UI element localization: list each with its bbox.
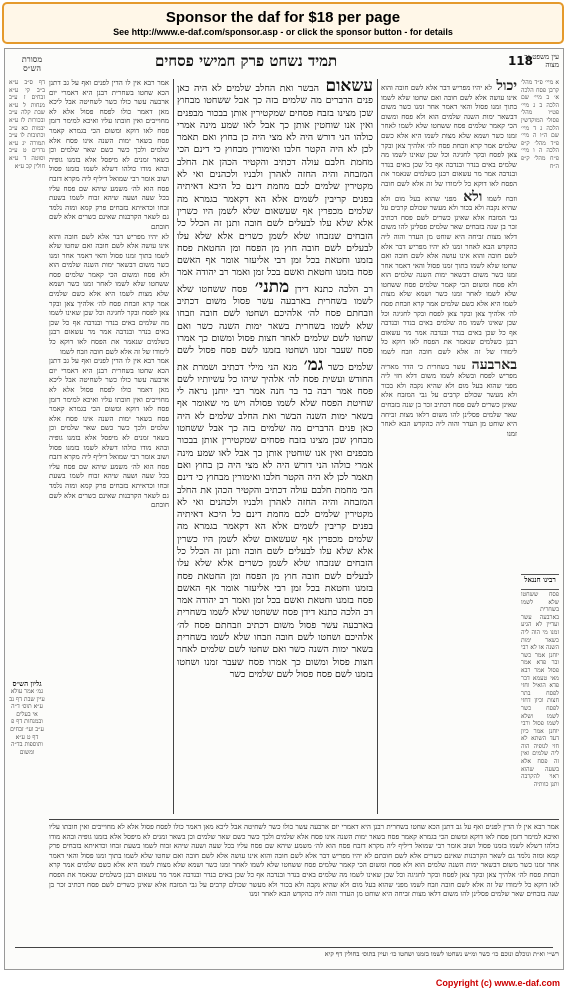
rabbeinu-chananel-column: [521, 591, 559, 816]
masoret-hashas-text: דף ס״ב ע״א ב״ב קי ע״א זבחים ז ע״ב מנחות ל ע״א שבת קלה ע״ב ובכורות לז ע״א יבמות כא ע״ב וכתובות לו ע״ב תמורה יג ע״א נדרים ט ע״ב וסוטה ד ע״א חולין קכ ע״א: [9, 79, 45, 170]
gilyon-text: גמ׳ אמר עולא עיין שבת דף נב ע״א תוס׳ ד״ה אי בעלים ובמנחות דף פ ע״ב ועי׳ זבחים דף ט ע״א ותוספות בד״ה ומשום: [9, 688, 45, 756]
bottom-rashi-text: לא יהיו מפריש דבר אלא לשם חובה והוא אינו עושה אלא לשם חובה ואם שחטו שלא לשמו בתוך זמנו פסול והאי דאמר אחר זמנו כשר משום דבשאר ימות השנה שלמים הוא ולא פסח ומשום הכי קאמר שלמים פסח ששחטו שלא לשמו לאחר זמנו כשר ושמא שלא מצות לשמו היא אלא כשם שלמים אמר קרא וזבחת פסח לה׳ אלהיך צאן ובקר צאן לפסח ובקר לחגיגה וכל שכן שאינו לשמו מה שלמים באים בנדר ובנדבה אף כל שכן באים בנדר ובנדבה אמר מר עשאום רבנן כשלמים שנאמר את הפסח לאו דוקא כל לימודו של זה אלא לשם חובה וזבח לשמו: [49, 851, 559, 889]
margin-right-column: [521, 79, 559, 569]
mishna-marker: מתני׳: [254, 276, 290, 297]
rashi-third-opening: בארבעה: [471, 356, 517, 373]
rabbeinu-chananel-heading: רבינו חננאל: [521, 574, 559, 590]
page-number: 118: [507, 54, 533, 68]
rashi-text: לא יהיו מפריש דבר אלא לשם חובה והוא אינו עושה אלא לשם חובה ואם שחטו שלא לשמו בתוך זמנו פסול והאי דאמר אחר זמנו כשר משום דבשאר ימות השנה שלמים הוא ולא פסח ומשום הכי קאמר שלמים פסח ששחטו שלא לשמו לאחר זמנו כשר ושמא שלא מצות לשמו היא אלא כשם שלמים אמר קרא וזבחת פסח לה׳ אלהיך צאן ובקר צאן לפסח ובקר לחגיגה וכל שכן שאינו לשמו מה שלמים באים בנדר ובנדבה אף כל שכן באים בנדר ובנדבה אמר מר עשאום רבנן כשלמים שנאמר את הפסח לאו דוקא כל לימודו של זה אלא לשם חובה וזבח לשמו: [381, 84, 517, 203]
column-divider-right: [377, 79, 378, 814]
gemara-text: הבשר ואת החלב שלמים לא היה כאן פנים הדברים מה שלמים בזה כך אבל ששחטו מבחוץ שכן מצינו בזבח פסחים שמקטירין אותן בבכור מבפנים ואין אנו שוחטין אותן כך אבל לאו שמע מינה אמרי כולהו הני דורש היה לא מצי היה כן בחוץ ואם תאמר לכן לא היה הקטר חלבו ואימורין מבחוץ כי דינם הכי מחמת חלבם עולה דכתיב והקטיר הכהן את החלב המזבחה והיה החזה לאהרן ולבניו ולכהנים ואי לא מקטירין שלמים לכם מחמת דינם כל היכא דאיתיה בפנים קריבין לשמים אלא הא דקאמר בגמרא מה שלמים מכפרין אף שעשאום שלא לשמן היו כשרין אלא שלא עלו לבעלים לשם חובה ותנן זה הכלל כל הזבחים שנזבחו שלא לשמן כשרים אלא שלא עלו לבעלים לשם חובה חוץ מן הפסח ומן החטאת פסח בזמנו וחטאת בכל זמן רבי אליעזר אומר אף האשם פסח בזמנו וחטאת ואשם בכל זמן ואמר רב יהודה אמר רב הלכה כתנא דידן: [177, 83, 373, 295]
bottom-rashi-second: מפני שהוא בעל מום ולא שהיא נקבה ולא בכור ולא מעשר שכולם קרבים על גבי המזבח אלא שאינן כשרים לשם פסח דכתיב זכר בן שנה בזבחים שאר שלמים פסלינן להו משום דלאו מצות זביחה היא שוחט מן העדר והוה ליה כהקדש הבא לאחר זמנו: [49, 880, 559, 899]
gilyon-hashas-column: [9, 679, 45, 829]
ein-mishpat-text: א מיי׳ פ״ד מהל׳ קרבן פסח הלכה א׳ ב מיי׳ שם הלכה ב ג מיי׳ פט״ו מהל׳ פסולי המוקדשין הלכה ג ד מיי׳ שם ה״ו ה מיי׳ פ״ד מהל׳ ק״פ הלכה ה ו מיי׳ פ״ח מהל׳ ק״פ ה״ח: [521, 79, 559, 170]
rashi-second-text: מפני שהוא בעל מום ולא שהיא נקבה ולא בכור ולא מעשר שכולם קרבים על גבי המזבח אלא שאינן כשרים לשם פסח דכתיב זכר בן שנה בזבחים שאר שלמים פסלינן להו משום דלאו מצות זביחה היא שוחט מן העדר והוה ליה כהקדש הבא לאחר זמנו: [381, 194, 517, 251]
bottom-tosafot-text: אמר רבא אין לו הדין לפנים ואף על גב דתנן הכא שחטו בשחרית רבנן היא דאמרי יום ארבעה עשר כולו כשר לשחיטה אבל ליכא מאן דאמר כולו לפסח פסול אלא לא מחוייבים ואין חובתו עליו ואיכא למימר דזמן פסח לאו דוקא ומשום הכי בגמרא קאמר פסח בשאר ימות השנה אינו פסח אלא שלמים ולכך כשר כשם שאר שלמים וכן בשאר זמנים לא מיפסל אלא בזמנו גופיה ובהא מודו כולהו דשלא לשמו בזמנו פסול ושוב אומר רבי שמואל דיליף ליה מקרא דזבח פסח הוא לה׳ משמע שיהא שם פסח עליו בכל שעה ושעה שיהא זבוח לשמו בשעת זבחו וכדאיתא בזבחים פרק קמא ומזה נלמד גם לשאר הקרבנות שאינם כשרים אלא לשם חובתם: [49, 823, 559, 860]
sponsor-title[interactable]: Sponsor the daf for $18 per page: [165, 9, 401, 26]
sponsor-subtitle[interactable]: See http://www.e-daf.com/sponsor.asp - or click the sponsor button - for details: [113, 27, 453, 37]
rashi-second-opening: ולא: [463, 188, 483, 205]
rashi-text-cont: לא יהיו מפריש דבר אלא לשם חובה והוא אינו עושה אלא לשם חובה ואם שחטו שלא לשמו בתוך זמנו פסול והאי דאמר אחר זמנו כשר משום דבשאר ימות השנה שלמים הוא ולא פסח ומשום הכי קאמר שלמים פסח ששחטו שלא לשמו לאחר זמנו כשר ושמא שלא מצות לשמו היא אלא כשם שלמים אמר קרא וזבחת פסח לה׳ אלהיך צאן ובקר צאן לפסח ובקר לחגיגה וכל שכן שאינו לשמו מה שלמים באים בנדר ובנדבה אף כל שכן באים בנדר ובנדבה אמר מר עשאום רבנן כשלמים שנאמר את הפסח לאו דוקא כל לימודו של זה אלא לשם חובה וזבח לשמו: [381, 242, 517, 357]
column-divider-left: [173, 79, 174, 814]
rashi-text-cont2: מפני שהוא בעל מום ולא שהיא נקבה ולא בכור ולא מעשר שכולם קרבים על גבי המזבח אלא שאינן כשרים לשם פסח דכתיב זכר בן שנה בזבחים שאר שלמים פסלינן להו משום דלאו מצות זביחה היא שוחט מן העדר והוה ליה כהקדש הבא לאחר זמנו: [381, 381, 517, 438]
footer-text: רש״י וא״ת ונוכלם ונוכם כו׳ כשר ומ״ש נשחטו לשמו בזמנו ושחטו כו׳ ועיין בתוס׳ בחולין דף קיא: [324, 950, 559, 958]
tosafot-text-cont2: אמר רבא אין לו הדין לפנים ואף על גב דתנן הכא שחטו בשחרית רבנן היא דאמרי יום ארבעה עשר כולו כשר לשחיטה אבל ליכא מאן דאמר כולו לפסח פסול אלא לא מחוייבים ואין חובתו עליו ואיכא למימר דזמן פסח לאו דוקא ומשום הכי בגמרא קאמר פסח בשאר ימות השנה אינו פסח אלא שלמים ולכך כשר כשם שאר שלמים וכן בשאר זמנים לא מיפסל אלא בזמנו גופיה ובהא מודו כולהו דשלא לשמו בזמנו פסול ושוב אומר רבי שמואל דיליף ליה מקרא דזבח פסח הוא לה׳ משמע שיהא שם פסח עליו בכל שעה ושעה שיהא זבוח לשמו בשעת זבחו וכדאיתא בזבחים פרק קמא ומזה נלמד גם לשאר הקרבנות שאינם כשרים אלא לשם חובתם: [49, 357, 169, 510]
gemara-marker: גמ׳: [303, 354, 324, 375]
rashi-column: [381, 79, 517, 814]
gemara-continuation: מנא הני מילי דכתיב ושמרת את החודש ועשית פסח לה׳ אלהיך שיהו כל עשיותיו לשם פסח אמר רבה בר בר חנה אמר רבי יוחנן נראה לי שחיטת הפסח שלא לשמו פסולה ויש מי שאומר אף בשאר ימות השנה: [177, 361, 373, 422]
header-left-note: מסורת הש״ס: [21, 55, 43, 73]
rashi-third-text: עשר בשחרית כי הדר מאריה מפריש לפסח ובשלא לשמו משום דלא חזי ליה: [381, 362, 517, 381]
sponsor-banner[interactable]: [2, 2, 564, 44]
tosafot-column: [49, 79, 169, 814]
footer-note: [49, 950, 559, 964]
header-right-note: עין משפט נר מצוה: [524, 53, 559, 69]
copyright-link[interactable]: Copyright (c) www.e-daf.com: [435, 978, 560, 988]
gilyon-heading: גליון הש״ס: [12, 679, 42, 688]
talmud-page: [4, 48, 564, 970]
bottom-commentary-band: [49, 823, 559, 943]
mishna-text-repeat: פסח ששחטו שלא לשמו בשחרית בארבעה עשר פסול משום דכתיב וזבחתם פסח לה׳ אלהיכם ושחטו לשם חובה וזבחו שלא לשמו בשחרית בשאר ימות השנה כשר ואם שחטו לשם שלמים לאחר חצות פסול ומשום כך אמרו פסח שעבר זמנו ושחטו בזמנו לשם פסח פסול לשם שלמים כשר: [177, 607, 373, 680]
footer-rule: [15, 947, 553, 948]
rashi-opening-word: יכול: [496, 79, 517, 94]
tosafot-text: אמר רבא אין לו הדין לפנים ואף על גב דתנן הכא שחטו בשחרית רבנן היא דאמרי יום ארבעה עשר כולו כשר לשחיטה אבל ליכא מאן דאמר כולו לפסח פסול אלא לא מחוייבים ואין חובתו עליו ואיכא למימר דזמן פסח לאו דוקא ומשום הכי בגמרא קאמר פסח בשאר ימות השנה אינו פסח אלא שלמים ולכך כשר כשם שאר שלמים וכן בשאר זמנים לא מיפסל אלא בזמנו גופיה ובהא מודו כולהו דשלא לשמו בזמנו פסול ושוב אומר רבי שמואל דיליף ליה מקרא דזבח פסח הוא לה׳ משמע שיהא שם פסח עליו בכל שעה ושעה שיהא זבוח לשמו בשעת זבחו וכדאיתא בזבחים פרק קמא ומזה נלמד גם לשאר הקרבנות שאינם כשרים אלא לשם חובתם: [49, 79, 169, 231]
margin-left-column: [9, 79, 45, 669]
tosafot-text-cont: לא יהיו מפריש דבר אלא לשם חובה והוא אינו עושה אלא לשם חובה ואם שחטו שלא לשמו בתוך זמנו פסול והאי דאמר אחר זמנו כשר משום דבשאר ימות השנה שלמים הוא ולא פסח ומשום הכי קאמר שלמים פסח ששחטו שלא לשמו לאחר זמנו כשר ושמא שלא מצות לשמו היא אלא כשם שלמים אמר קרא וזבחת פסח לה׳ אלהיך צאן ובקר צאן לפסח ובקר לחגיגה וכל שכן שאינו לשמו מה שלמים באים בנדר ובנדבה אף כל שכן באים בנדר ובנדבה אמר מר עשאום רבנן כשלמים שנאמר את הפסח לאו דוקא כל לימודו של זה אלא לשם חובה וזבח לשמו: [49, 232, 169, 356]
rabbeinu-chananel-text: פסח ששחטו שלא לשמו בשחרית בארבעה עשר ועדיין לא הגיע זמנו מי הוה ליה כשאר ימות השנה או לא רבי יוחנן אמר כשר ובר פדא אמר פסול אמר רבא מאי טעמא דבר פדא הואיל וחזי לפסח בתר חצות וכיון דחזי לפסח כשר לשמו ושלא לשמו פסול ורבי יוחנן אמר כיון דעד השתא לא חזי לגופיה הוה ליה שלמים ואין זה פסח אלא בשעה שהוא ראוי להקרבה ותנן כוותיה: [521, 591, 559, 788]
gemara-opening-word: עשאום: [325, 79, 373, 96]
bottom-band-rule: [49, 819, 559, 820]
page-title: תמיד נשחט פרק חמישי פסחים: [155, 52, 338, 70]
page-header: [5, 49, 563, 75]
gemara-column: [177, 79, 373, 814]
mishna-text: פסח ששחטו שלא לשמו בשחרית בארבעה עשר פסול משום דכתיב וזבחתם פסח לה׳ אלהיכם ושחטו לשם חובה וזבחו שלא לשמו בשחרית בשאר ימות השנה כשר ואם שחטו לשם שלמים לאחר חצות פסול ומשום כך אמרו פסח שעבר זמנו ושחטו בזמנו לשם פסח פסול לשם שלמים כשר: [177, 283, 373, 373]
gemara-text-repeat: הבשר ואת החלב שלמים לא היה כאן פנים הדברים מה שלמים בזה כך אבל ששחטו מבחוץ שכן מצינו בזבח פסחים שמקטירין אותן בבכור מבפנים ואין אנו שוחטין אותן כך אבל לאו שמע מינה אמרי כולהו הני דורש היה לא מצי היה כן בחוץ ואם תאמר לכן לא היה הקטר חלבו ואימורין מבחוץ כי דינם הכי מחמת חלבם עולה דכתיב והקטיר הכהן את החלב המזבחה והיה החזה לאהרן ולבניו ולכהנים ואי לא מקטירין שלמים לכם מחמת דינם כל היכא דאיתיה בפנים קריבין לשמים אלא הא דקאמר בגמרא מה שלמים מכפרין אף שעשאום שלא לשמן היו כשרין אלא שלא עלו לבעלים לשם חובה ותנן זה הכלל כל הזבחים שנזבחו שלא לשמן כשרים אלא שלא עלו לבעלים לשם חובה חוץ מן הפסח ומן החטאת פסח בזמנו וחטאת בכל זמן רבי אליעזר אומר אף האשם פסח בזמנו וחטאת ואשם בכל זמן ואמר רב יהודה אמר רב הלכה כתנא דידן: [177, 410, 373, 619]
